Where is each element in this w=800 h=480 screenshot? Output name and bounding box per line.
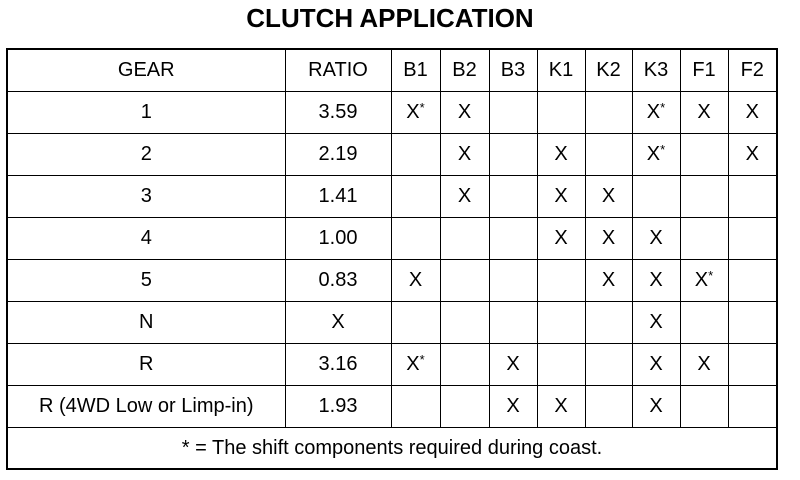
mark-cell-b1 (391, 218, 440, 260)
ratio-cell: 0.83 (285, 260, 391, 302)
mark-cell-b3 (489, 260, 537, 302)
mark-cell-f2 (728, 302, 777, 344)
mark-cell-b2 (440, 260, 489, 302)
mark-cell-k2 (585, 134, 632, 176)
mark-cell-b3 (489, 92, 537, 134)
mark-cell-k3: X (632, 302, 680, 344)
col-header-k1: K1 (537, 49, 585, 92)
mark-cell-b2 (440, 344, 489, 386)
mark-cell-k2 (585, 344, 632, 386)
col-header-f2: F2 (728, 49, 777, 92)
ratio-cell: 2.19 (285, 134, 391, 176)
table-row (7, 218, 777, 260)
gear-cell: 5 (7, 260, 285, 302)
mark-cell-b1 (391, 386, 440, 428)
table-row (7, 176, 777, 218)
table-row (7, 344, 777, 386)
clutch-application-table (6, 48, 778, 470)
page-title: CLUTCH APPLICATION (246, 3, 534, 33)
mark-cell-b2 (440, 218, 489, 260)
mark-cell-b2 (440, 302, 489, 344)
mark-cell-f1 (680, 134, 728, 176)
col-header-k2: K2 (585, 49, 632, 92)
mark-cell-k3: X* (632, 92, 680, 134)
gear-cell: R (4WD Low or Limp-in) (7, 386, 285, 428)
mark-cell-b3 (489, 134, 537, 176)
mark-cell-f1 (680, 302, 728, 344)
table-row (7, 134, 777, 176)
col-header-b2: B2 (440, 49, 489, 92)
mark-cell-b1: X* (391, 92, 440, 134)
col-header-k3: K3 (632, 49, 680, 92)
mark-cell-b1: X* (391, 344, 440, 386)
table-row (7, 386, 777, 428)
mark-cell-b1 (391, 176, 440, 218)
col-header-f1: F1 (680, 49, 728, 92)
mark-cell-f2: X (728, 134, 777, 176)
gear-cell: 3 (7, 176, 285, 218)
ratio-cell: 1.00 (285, 218, 391, 260)
mark-cell-k3: X (632, 386, 680, 428)
mark-cell-b1: X (391, 260, 440, 302)
mark-cell-f1 (680, 176, 728, 218)
mark-cell-f2 (728, 218, 777, 260)
mark-cell-f2 (728, 344, 777, 386)
mark-cell-k1 (537, 302, 585, 344)
mark-cell-b2: X (440, 92, 489, 134)
mark-cell-k3 (632, 176, 680, 218)
mark-cell-k1 (537, 92, 585, 134)
gear-cell: 4 (7, 218, 285, 260)
table-row (7, 92, 777, 134)
mark-cell-f2 (728, 386, 777, 428)
footnote: * = The shift components required during coast. (7, 428, 777, 470)
header-row (7, 49, 777, 92)
mark-cell-b3: X (489, 386, 537, 428)
table-row (7, 260, 777, 302)
mark-cell-k1 (537, 344, 585, 386)
mark-cell-b3: X (489, 344, 537, 386)
mark-cell-k2: X (585, 260, 632, 302)
mark-cell-b3 (489, 218, 537, 260)
mark-cell-k3: X (632, 218, 680, 260)
col-header-ratio: RATIO (285, 49, 391, 92)
mark-cell-f2 (728, 260, 777, 302)
col-header-gear: GEAR (7, 49, 285, 92)
mark-cell-k3: X* (632, 134, 680, 176)
mark-cell-b2: X (440, 134, 489, 176)
mark-cell-f1 (680, 386, 728, 428)
mark-cell-k2: X (585, 176, 632, 218)
mark-cell-k2 (585, 386, 632, 428)
mark-cell-k1: X (537, 386, 585, 428)
mark-cell-f1 (680, 218, 728, 260)
mark-cell-b1 (391, 134, 440, 176)
mark-cell-k2 (585, 302, 632, 344)
mark-cell-k3: X (632, 344, 680, 386)
mark-cell-f1: X* (680, 260, 728, 302)
gear-cell: 1 (7, 92, 285, 134)
mark-cell-k3: X (632, 260, 680, 302)
mark-cell-f1: X (680, 92, 728, 134)
mark-cell-k1: X (537, 218, 585, 260)
mark-cell-b2 (440, 386, 489, 428)
col-header-b3: B3 (489, 49, 537, 92)
mark-cell-k1: X (537, 134, 585, 176)
table-row (7, 302, 777, 344)
mark-cell-b3 (489, 302, 537, 344)
mark-cell-f1: X (680, 344, 728, 386)
gear-cell: 2 (7, 134, 285, 176)
mark-cell-f2 (728, 176, 777, 218)
ratio-cell: 1.93 (285, 386, 391, 428)
mark-cell-f2: X (728, 92, 777, 134)
gear-cell: R (7, 344, 285, 386)
ratio-cell: X (285, 302, 391, 344)
mark-cell-k2: X (585, 218, 632, 260)
col-header-b1: B1 (391, 49, 440, 92)
ratio-cell: 1.41 (285, 176, 391, 218)
mark-cell-k1 (537, 260, 585, 302)
mark-cell-k1: X (537, 176, 585, 218)
ratio-cell: 3.59 (285, 92, 391, 134)
mark-cell-b1 (391, 302, 440, 344)
footnote-row (7, 428, 777, 470)
gear-cell: N (7, 302, 285, 344)
ratio-cell: 3.16 (285, 344, 391, 386)
mark-cell-b3 (489, 176, 537, 218)
mark-cell-b2: X (440, 176, 489, 218)
mark-cell-k2 (585, 92, 632, 134)
